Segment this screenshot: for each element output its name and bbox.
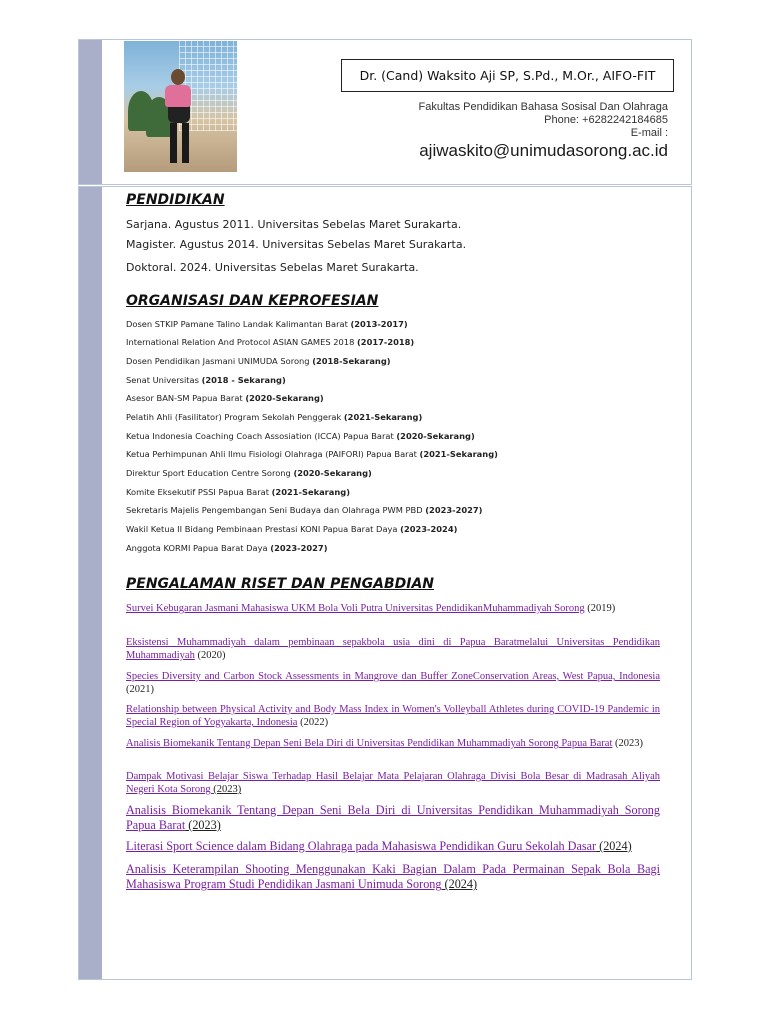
organization-period: (2020-Sekarang) [396, 431, 475, 441]
section-heading-riset: PENGALAMAN RISET DAN PENGABDIAN [126, 576, 435, 592]
organization-role: Pelatih Ahli (Fasilitator) Program Sekolah Penggerak [126, 412, 344, 422]
faculty-text: Fakultas Pendidikan Bahasa Sosisal Dan Olahraga [418, 101, 668, 113]
organization-role: Wakil Ketua II Bidang Pembinaan Prestasi KONI Papua Barat Daya [126, 524, 401, 534]
organization-item [126, 356, 391, 366]
organization-period: (2021-Sekarang) [343, 412, 423, 422]
organization-item [126, 375, 286, 385]
research-year: (2023) [612, 738, 643, 749]
organization-item [126, 319, 408, 329]
organization-role: Dosen Pendidikan Jasmani UNIMUDA Sorong [126, 356, 313, 366]
organization-item [126, 524, 457, 534]
research-year: (2023) [185, 818, 221, 832]
organization-role: Ketua Indonesia Coaching Coach Assosiation (ICCA) Papua Barat [126, 431, 397, 441]
organization-period: (2023-2027) [270, 543, 328, 553]
organization-period: (2013-2017) [350, 319, 408, 329]
research-year: (2022) [297, 717, 329, 728]
header-left-bar [79, 40, 102, 184]
research-link[interactable]: Survei Kebugaran Jasmani Mahasiswa UKM Bola Voli Putra Universitas PendidikanMuhammadiyah Sorong [126, 603, 585, 614]
research-year: (2024) [596, 839, 632, 853]
organization-period: (2018-Sekarang) [312, 356, 391, 366]
profile-photo [124, 41, 237, 172]
research-year: (2024) [441, 877, 478, 891]
organization-role: Senat Universitas [126, 375, 202, 385]
research-link[interactable]: Eksistensi Muhammadiyah dalam pembinaan sepakbola usia dini di Papua Baratmelalui Universitas Pendidikan Muhammadiyah [126, 637, 660, 661]
organization-item [126, 337, 414, 347]
organization-role: Asesor BAN-SM Papua Barat [126, 393, 246, 403]
research-item [126, 737, 660, 750]
research-year: (2020) [194, 650, 226, 661]
organization-period: (2020-Sekarang) [293, 468, 372, 478]
organization-period: (2023-2024) [400, 524, 458, 534]
photo-figure-leg [182, 123, 189, 163]
research-link[interactable]: Analisis Biomekanik Tentang Depan Seni Bela Diri di Universitas Pendidikan Muhammadiyah Sorong Papua Barat [126, 738, 613, 749]
research-item [126, 803, 660, 833]
photo-figure-leg [170, 123, 177, 163]
organization-role: Anggota KORMI Papua Barat Daya [126, 543, 271, 553]
education-item: Magister. Agustus 2014. Universitas Sebelas Maret Surakarta. [126, 238, 467, 251]
email-label: E-mail : [630, 127, 668, 139]
organization-role: Ketua Perhimpunan Ahli Ilmu Fisiologi Olahraga (PAIFORI) Papua Barat [126, 449, 420, 459]
research-year: (2019) [584, 603, 616, 614]
organization-item [126, 431, 475, 441]
research-year: (2021) [126, 684, 154, 695]
organization-period: (2017-2018) [357, 337, 415, 347]
main-left-bar [79, 187, 102, 979]
organization-item [126, 393, 324, 403]
organization-period: (2023-2027) [425, 505, 483, 515]
organization-item [126, 505, 482, 515]
research-item [126, 602, 660, 615]
research-link[interactable]: Relationship between Physical Activity and Body Mass Index in Women's Volleyball Athletes during COVID-19 Pandemic in Special Region of Yogyakarta, Indonesia [126, 704, 660, 728]
research-item [126, 862, 660, 892]
photo-figure-head [171, 69, 185, 85]
organization-item [126, 449, 498, 459]
organization-role: Komite Eksekutif PSSI Papua Barat [126, 487, 272, 497]
research-item [126, 703, 660, 729]
organization-role: Sekretaris Majelis Pengembangan Seni Budaya dan Olahraga PWM PBD [126, 505, 426, 515]
phone-text: Phone: +6282242184685 [544, 114, 668, 126]
organization-period: (2018 - Sekarang) [201, 375, 286, 385]
organization-role: Dosen STKIP Pamane Talino Landak Kalimantan Barat [126, 319, 351, 329]
email-address[interactable]: ajiwaskito@unimudasorong.ac.id [419, 141, 668, 160]
research-item [126, 839, 660, 854]
organization-period: (2020-Sekarang) [245, 393, 324, 403]
section-heading-pendidikan: PENDIDIKAN [126, 192, 225, 208]
organization-role: Direktur Sport Education Centre Sorong [126, 468, 294, 478]
education-item: Sarjana. Agustus 2011. Universitas Sebelas Maret Surakarta. [126, 218, 462, 231]
education-item: Doktoral. 2024. Universitas Sebelas Maret Surakarta. [126, 261, 419, 274]
research-item [126, 770, 660, 796]
organization-item [126, 412, 422, 422]
organization-item [126, 468, 372, 478]
research-year: (2023) [213, 784, 242, 795]
section-heading-organisasi: ORGANISASI DAN KEPROFESIAN [126, 293, 379, 309]
organization-period: (2021-Sekarang) [419, 449, 498, 459]
organization-period: (2021-Sekarang) [271, 487, 351, 497]
organization-role: International Relation And Protocol ASIAN GAMES 2018 [126, 337, 357, 347]
research-link[interactable]: Species Diversity and Carbon Stock Assessments in Mangrove dan Buffer ZoneConservation Areas, West Papua, Indonesia [126, 671, 660, 682]
organization-item [126, 543, 328, 553]
research-item [126, 636, 660, 662]
organization-item [126, 487, 350, 497]
research-link[interactable]: Analisis Keterampilan Shooting Menggunakan Kaki Bagian Dalam Pada Permainan Sepak Bola Bagi Mahasiswa Program Studi Pendidikan Jasmani Unimuda Sorong [126, 862, 660, 891]
research-link[interactable]: Literasi Sport Science dalam Bidang Olahraga pada Mahasiswa Pendidikan Guru Sekolah Dasar [126, 839, 597, 853]
research-link[interactable]: Dampak Motivasi Belajar Siswa Terhadap Hasil Belajar Mata Pelajaran Olahraga Divisi Bola Besar di Madrasah Aliyah Negeri Kota Sorong [126, 771, 660, 795]
photo-figure-shirt [165, 85, 191, 107]
person-name: Dr. (Cand) Waksito Aji SP, S.Pd., M.Or., AIFO-FIT [359, 68, 656, 83]
research-item [126, 670, 660, 696]
research-link[interactable]: Analisis Biomekanik Tentang Depan Seni Bela Diri di Universitas Pendidikan Muhammadiyah Sorong Papua Barat [126, 803, 660, 832]
name-box [341, 59, 674, 92]
